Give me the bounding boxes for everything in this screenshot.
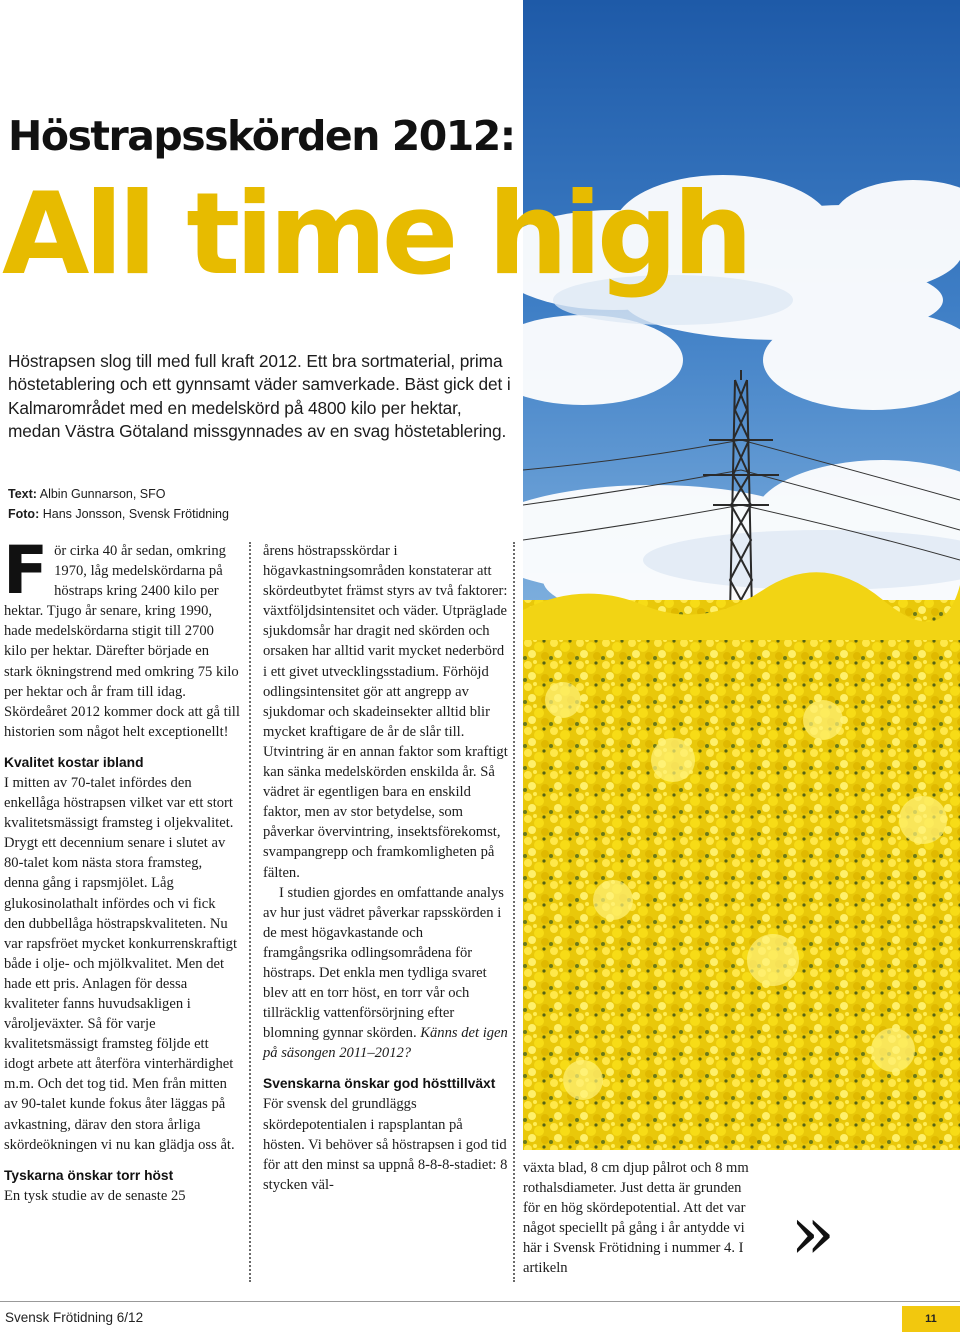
publication-title: Svensk Frötidning 6/12	[5, 1310, 144, 1325]
paragraph-study	[263, 883, 508, 1064]
rapeseed-field-photo-lower	[740, 1150, 960, 1288]
study-text: I studien gjordes en omfattande analys av hur just vädret påverkar rapsskörden i de mest högavkastande och framgångsrika odlingsområdena för höstraps. Det enkla men tydliga svaret blev att en torr höst, en torr vår och tillräcklig vattenförsörjning efter blomning gynnar skörden.	[263, 884, 504, 1042]
paragraph-germans: En tysk studie av de senaste 25	[4, 1187, 186, 1204]
continue-arrow-icon: »	[790, 1190, 836, 1276]
page-number-badge	[902, 1306, 960, 1332]
text-credit	[8, 484, 428, 504]
intro-paragraph	[3, 532, 240, 742]
footer-divider	[0, 1301, 960, 1302]
paragraph-quality: I mitten av 70-talet infördes den enkellåga höstrapsen vilket var ett stort kvalitetsmässigt framsteg i oljekvalitet. Drygt ett decennium senare i slutet av 80-talet kom nästa stora framsteg, denna gång i rapsmjölet. Låg glukosinolathalt infördes och vi fick den dubbellåga höstrapskvaliteten. Nu var rapsfröet mycket konkurrenskraftigt både i olje- och mjölkvalitet. Men det hade ett pris. Anlagen för dessa kvaliteter fanns huvudsakligen i vårоljeväxter. Så för varje kvalitetsmässigt framsteg följde ett idogt arbete att återföra vinterhärdighet m.m. Och det tog tid. Men från mitten av 90-talet kunde fokus åter läggas på avkastning, därav den stora årliga skördeökningen vi nu kan glädja oss åt.	[4, 774, 238, 1153]
subheading-swedes: Svenskarna önskar god hösttillväxt	[263, 1076, 496, 1092]
column-2	[263, 541, 508, 1195]
intro-text: ör cirka 40 år sedan, omkring 1970, låg medelskördarna på höstraps kring 2400 kilo per hektar. Tjugo år senare, kring 1990, hade medelskördarna stigit till 2700 kilo per hektar. Därefter började en stark ökningstrend med omkring 75 kilo per hektar och år fram till idag. Skördeåret 2012 kommer dock att gå till historien som något helt exceptionellt!	[4, 543, 240, 740]
subheading-germans: Tyskarna önskar torr höst	[4, 1167, 174, 1183]
subheading-quality: Kvalitet kostar ibland	[4, 754, 144, 770]
photo-credit	[8, 504, 428, 524]
drop-cap: F	[3, 532, 49, 609]
byline	[8, 484, 428, 524]
text-credit-value: Albin Gunnarson, SFO	[39, 487, 166, 501]
paragraph-continued: växta blad, 8 cm djup pålrot och 8 mm rothalsdiameter. Just detta är grunden för en hög skördepotential. Att det var något speciellt på gång i år antydde vi här i Svensk Frötidning i nummer 4. I artikeln	[523, 1160, 749, 1277]
paragraph-swedes: För svensk del grundläggs skördepotentialen i rapsplantan på hösten. Vi behöver så höstrapsen i god tid för att den minst sa uppnå 8-8-8-stadiet: 8 stycken väl-	[263, 1096, 508, 1193]
study-question: Känns det igen på säsongen 2011–2012?	[263, 1025, 508, 1062]
text-credit-label: Text:	[8, 487, 37, 501]
article-headline: All time high	[2, 168, 749, 300]
column-divider	[249, 542, 251, 1282]
page-number: 11	[925, 1313, 937, 1325]
photo-credit-label: Foto:	[8, 507, 40, 521]
column-divider	[513, 542, 515, 1282]
photo-credit-value: Hans Jonsson, Svensk Frötidning	[42, 507, 229, 521]
column-3	[523, 1158, 753, 1279]
column-1	[3, 532, 240, 1206]
article-kicker: Höstrapsskörden 2012:	[8, 112, 515, 160]
paragraph-yield-factors: årens höstrapsskördar i högavkastningsområden konstaterar att skördeutbytet främst styrs av två faktorer: växtföljdsintensitet och väder. Utpräglade sjukdomsår har dragit ned skörden och orsaken har alltid varit mycket nederbörd i ett givet utvecklingsstadium. Förhöjd odlingsintensitet gör att angrepp av sjukdomar och skadeinsekter alltid blir mycket kraftigare de år de slår till. Utvintring är en annan faktor som kraftigt kan sänka medelskörden enskilda år. Så vädret är egentligen bara en enskild faktor, men av stor betydelse, som påverkar övervintring, insektsförekomst, svampangrepp och framkomligheten på fälten.	[263, 543, 508, 881]
article-lead: Höstrapsen slog till med full kraft 2012. Ett bra sortmaterial, prima höstetablering och ett gynnsamt väder samverkade. Bäst gick det i Kalmarområdet med en medelskörd på 4800 kilo per hektar, medan Västra Götaland missgynnades av en svag höstetablering.	[8, 351, 511, 442]
